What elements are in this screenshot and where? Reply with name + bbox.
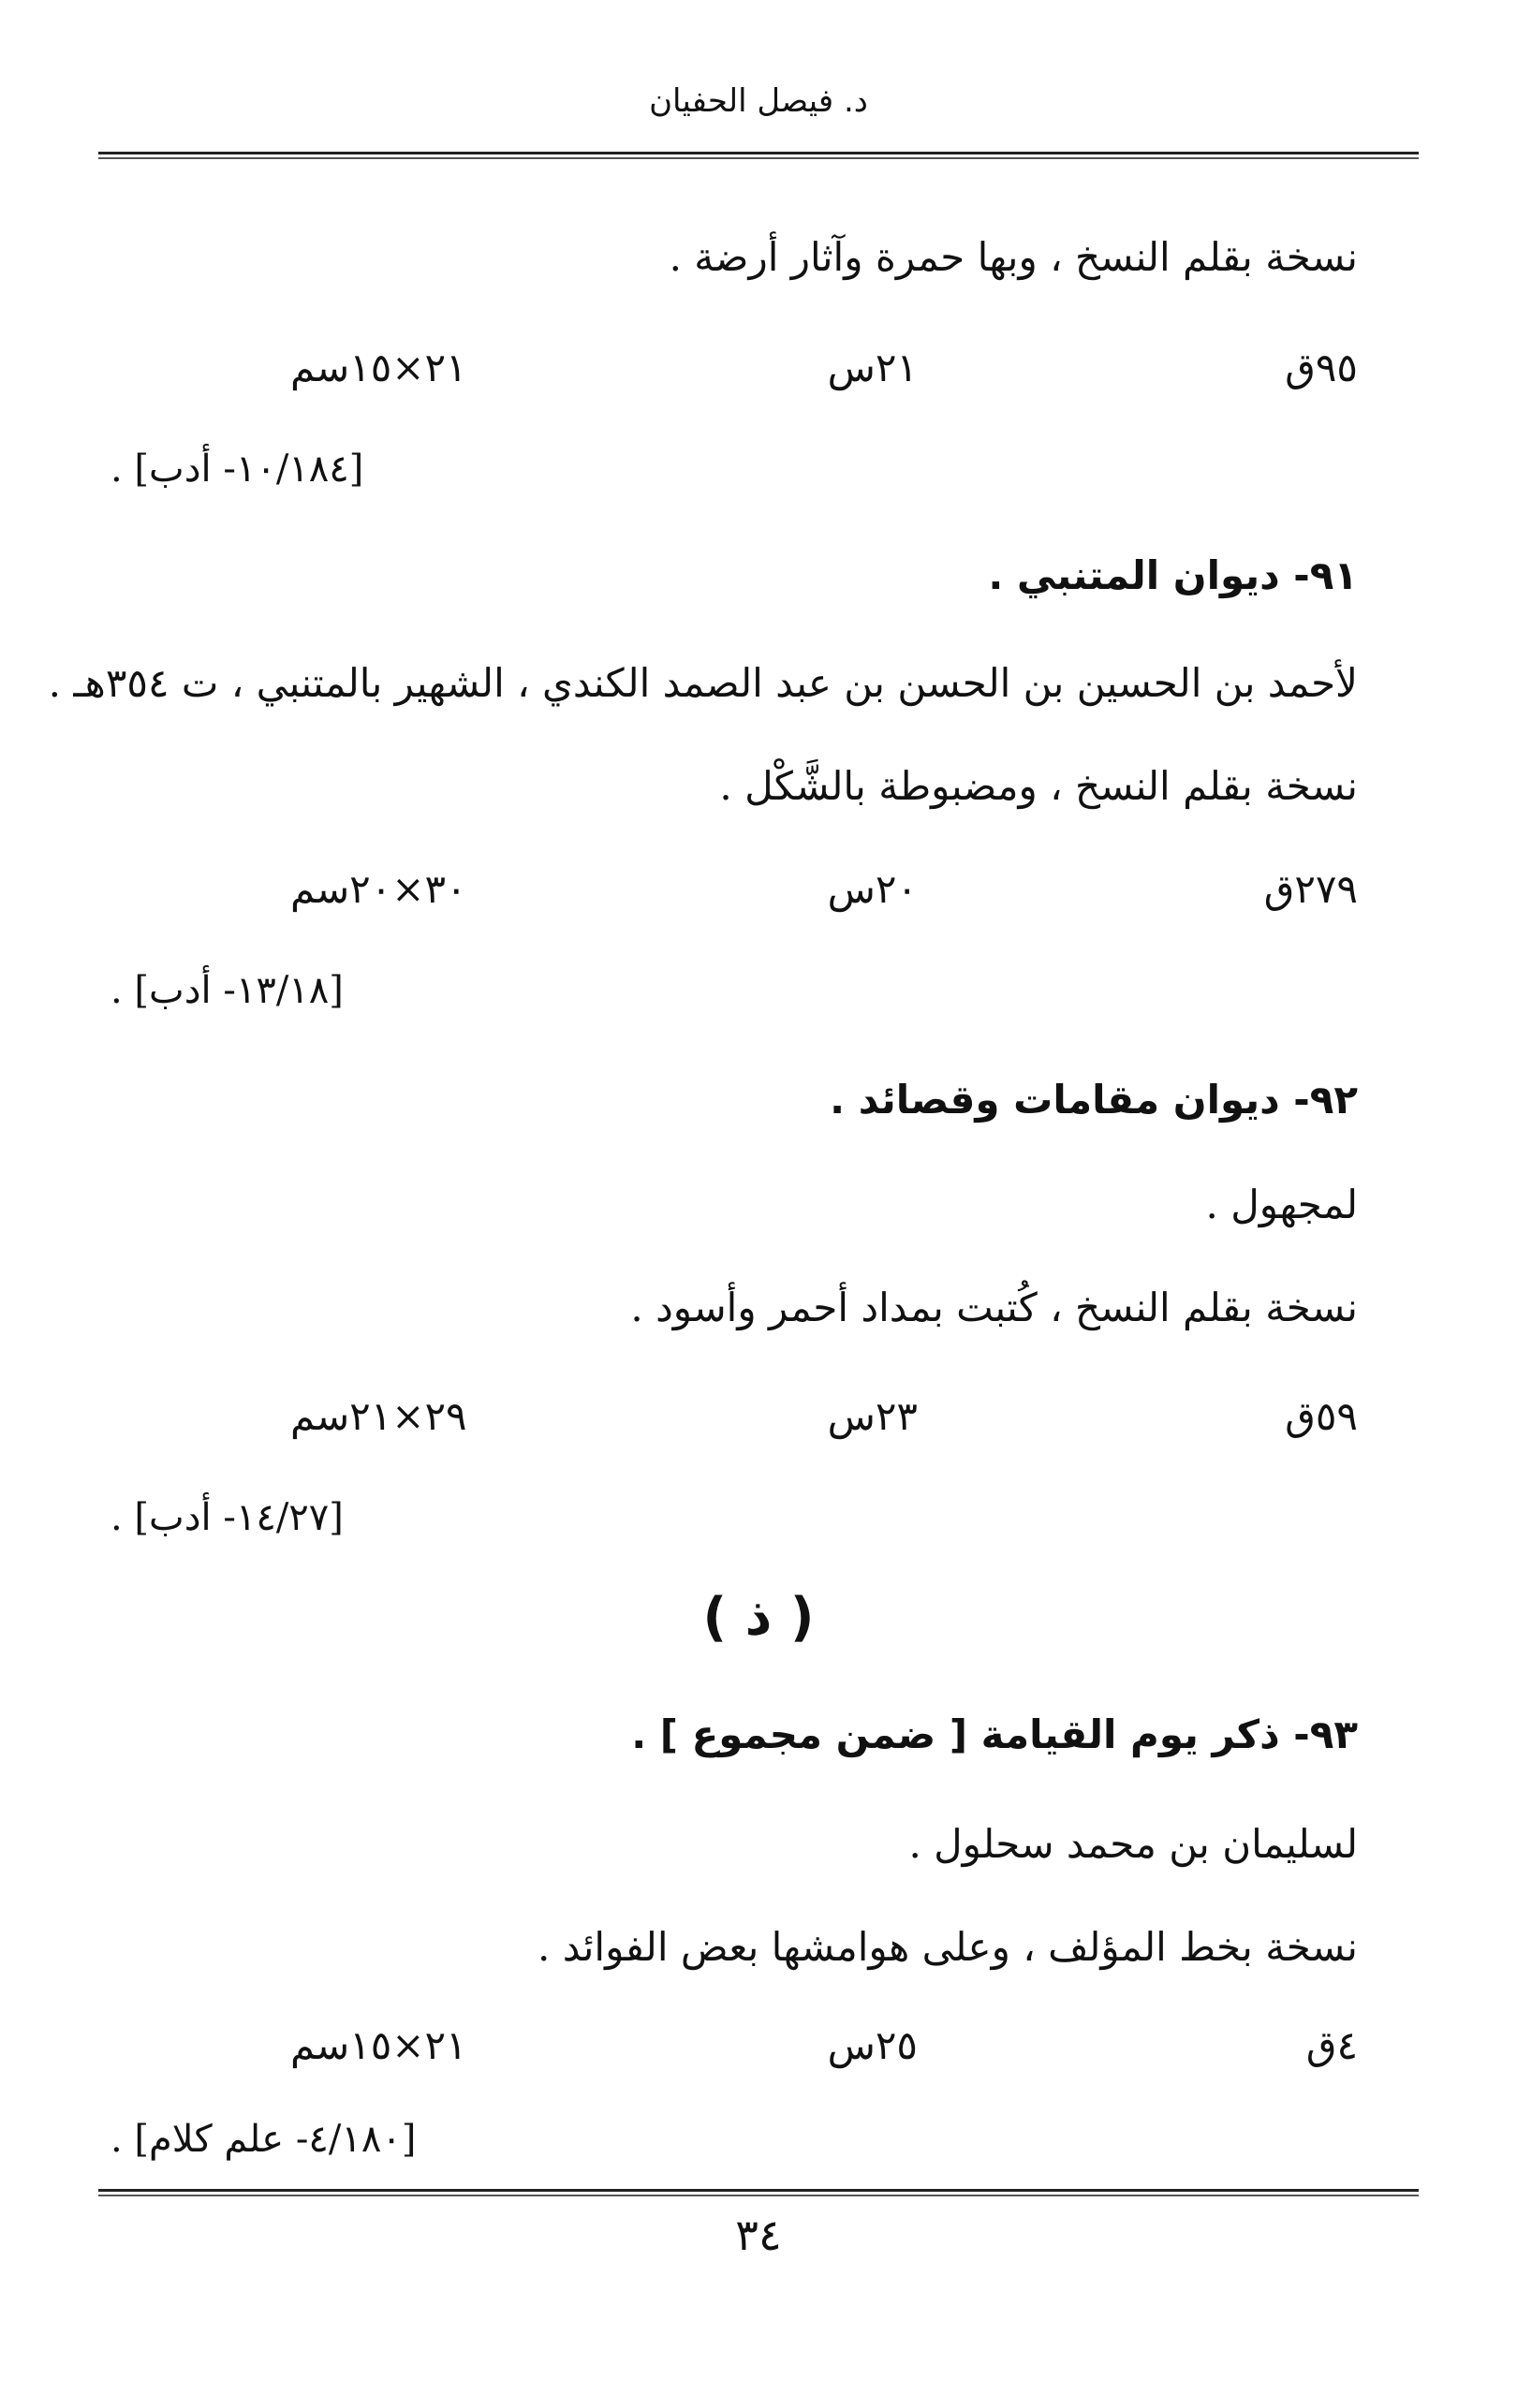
page-number: ٣٤	[735, 2210, 782, 2260]
entry-91-leaves: ٢٧٩ق	[1263, 866, 1358, 912]
entry-90-description: نسخة بقلم النسخ ، وبها حمرة وآثار أرضة .	[669, 234, 1358, 280]
entry-90-metrics	[272, 345, 1358, 401]
entry-91-description: نسخة بقلم النسخ ، ومضبوطة بالشَّكْل .	[719, 763, 1358, 809]
entry-92-leaves: ٥٩ق	[1285, 1393, 1358, 1439]
footer-rule	[98, 2189, 1419, 2196]
entry-92-description: نسخة بقلم النسخ ، كُتبت بمداد أحمر وأسود .	[630, 1285, 1358, 1330]
entry-93-metrics	[272, 2022, 1358, 2078]
entry-90-reference: [١٠/١٨٤- أدب] .	[110, 448, 364, 491]
entry-93-title: ٩٣- ذكر يوم القيامة [ ضمن مجموع ] .	[631, 1711, 1358, 1757]
entry-90-size: ٢١×١٥سم	[290, 345, 467, 390]
entry-92-size: ٢٩×٢١سم	[290, 1393, 467, 1439]
running-title: د. فيصل الحفيان	[649, 82, 868, 120]
entry-92-metrics	[272, 1393, 1358, 1449]
entry-90-lines: ٢١س	[827, 345, 918, 390]
entry-90-leaves: ٩٥ق	[1285, 345, 1358, 390]
entry-93-author: لسليمان بن محمد سحلول .	[908, 1821, 1358, 1867]
entry-93-description: نسخة بخط المؤلف ، وعلى هوامشها بعض الفوائد .	[538, 1924, 1358, 1970]
entry-92-title: ٩٢- ديوان مقامات وقصائد .	[830, 1077, 1358, 1123]
entry-91-title: ٩١- ديوان المتنبي .	[988, 552, 1358, 598]
entry-91-metrics	[272, 866, 1358, 922]
entry-92-lines: ٢٣س	[827, 1393, 918, 1439]
entry-92-author: لمجهول .	[1205, 1182, 1358, 1227]
entry-93-size: ٢١×١٥سم	[290, 2022, 467, 2068]
entry-91-author: لأحمد بن الحسين بن الحسن بن عبد الصمد الكندي ، الشهير بالمتنبي ، ت ٣٥٤هـ .	[48, 660, 1358, 706]
entry-91-size: ٣٠×٢٠سم	[290, 866, 467, 912]
entry-91-lines: ٢٠س	[827, 866, 918, 912]
entry-93-lines: ٢٥س	[827, 2022, 918, 2068]
section-letter-heading: ( ذ )	[702, 1587, 815, 1648]
entry-93-reference: [٤/١٨٠- علم كلام] .	[110, 2118, 417, 2161]
entry-91-reference: [١٣/١٨- أدب] .	[110, 969, 344, 1012]
entry-92-reference: [١٤/٢٧- أدب] .	[110, 1496, 344, 1539]
entry-93-leaves: ٤ق	[1305, 2022, 1358, 2068]
